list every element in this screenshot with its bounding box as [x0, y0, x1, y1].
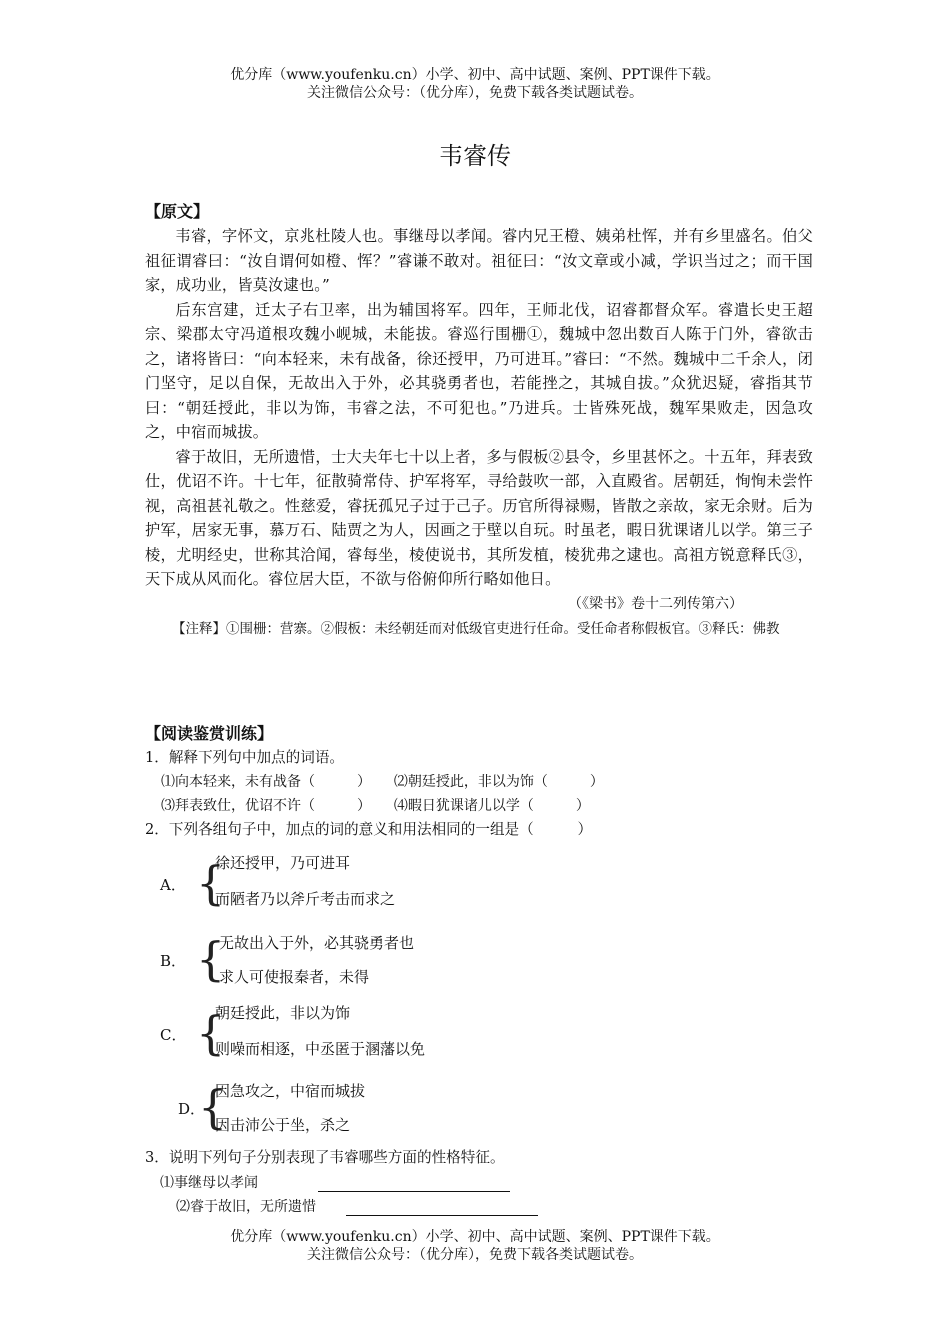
- q1-item-1: ⑴向本轻来，未有战备（ ）: [161, 774, 371, 790]
- option-c-brace: {: [196, 1006, 226, 1060]
- option-d-sentence-2: 因击沛公于坐，杀之: [215, 1116, 351, 1134]
- option-a-sentence-1: 徐还授甲，乃可进耳: [215, 854, 351, 872]
- paragraph-3: 睿于故旧，无所遗惜，士大夫年七十以上者，多与假板②县令，乡里甚怀之。十五年，拜表致仕，优诏不许。十七年，征散骑常侍、护军将军，寻给鼓吹一部，入直殿省。居朝廷，恂恂未尝忤视，高祖甚礼敬之。性慈爱，睿抚孤兄子过于己子。历官所得禄赐，皆散之亲故，家无余财。后为护军，居家无事，慕万石、陆贾之为人，因画之于壁以自玩。时虽老，暇日犹课诸儿以学。第三子棱，尤明经史，世称其洽闻，睿每坐，棱使说书，其所发植，棱犹弗之逮也。高祖方锐意释氏③，天下成从风而化。睿位居大臣，不欲与俗俯仰所行略如他日。: [145, 447, 813, 588]
- footer-line-1: 优分库（www.youfenku.cn）小学、初中、高中试题、案例、PPT课件下载。: [230, 1229, 720, 1245]
- answer-line-1[interactable]: [318, 1177, 510, 1192]
- annotation-note: 【注释】①围栅：营寨。②假板：未经朝廷而对低级官吏进行任命。受任命者称假板官。③释氏：佛教: [172, 620, 780, 637]
- option-b-sentence-2: 求人可使报秦者，未得: [219, 968, 370, 986]
- question-1-row-2: [145, 794, 813, 818]
- header-line-1: 优分库（www.youfenku.cn）小学、初中、高中试题、案例、PPT课件下载。: [230, 67, 720, 83]
- exercise-heading: 【阅读鉴赏训练】: [145, 724, 274, 743]
- question-1-row-1: [145, 770, 813, 794]
- page-title: 韦睿传: [439, 142, 511, 170]
- paragraph-1: 韦睿，字怀文，京兆杜陵人也。事继母以孝闻。睿内兄王橙、姨弟杜恽，并有乡里盛名。伯父祖征谓睿曰：“汝自谓何如橙、恽？”睿谦不敢对。祖征曰：“汝文章或小减，学识当过之；而干国家，成功业，皆莫汝逮也。”: [145, 227, 813, 294]
- source-citation: （《梁书》卷十二列传第六）: [568, 595, 743, 612]
- paragraph-2: 后东宫建，迁太子右卫率，出为辅国将军。四年，王师北伐，诏睿都督众军。睿遣长史王超宗、梁郡太守冯道根攻魏小岘城，未能拔。睿巡行围栅①，魏城中忽出数百人陈于门外，睿欲击之，诸将皆曰：“向本轻来，未有战备，徐还授甲，乃可进耳。”睿曰：“不然。魏城中二千余人，闭门坚守，足以自保，无故出入于外，必其骁勇者也，若能挫之，其城自拔。”众犹迟疑，睿指其节曰：“朝廷授此，非以为饰，韦睿之法，不可犯也。”乃进兵。士皆殊死战，魏军果败走，因急攻之，中宿而城拔。: [145, 300, 813, 441]
- q3-item-1-text: ⑴事继母以孝闻: [160, 1175, 258, 1191]
- question-3-item-1: [160, 1172, 510, 1192]
- option-d-brace: {: [198, 1080, 228, 1134]
- option-a-sentence-2: 而陋者乃以斧斤考击而求之: [215, 890, 396, 908]
- option-b-sentence-1: 无故出入于外，必其骁勇者也: [219, 934, 415, 952]
- option-c-label: C．: [160, 1026, 187, 1044]
- q3-item-2-text: ⑵睿于故旧，无所遗惜: [176, 1199, 316, 1215]
- q1-item-2: ⑵朝廷授此，非以为饰（ ）: [393, 774, 604, 790]
- option-d-label: D．: [178, 1100, 206, 1118]
- footer-line-2: 关注微信公众号：（优分库），免费下载各类试题试卷。: [307, 1247, 643, 1263]
- page-header: [0, 66, 950, 102]
- q1-item-4: ⑷暇日犹课诸儿以学（ ）: [393, 798, 590, 814]
- option-c-sentence-2: 则噪而相逐，中丞匿于溷藩以免: [215, 1040, 426, 1058]
- q1-item-3: ⑶拜表致仕，优诏不许（ ）: [161, 798, 371, 814]
- option-a-brace: {: [196, 856, 226, 910]
- question-2-stem: 2．下列各组句子中，加点的词的意义和用法相同的一组是（ ）: [145, 821, 593, 838]
- original-text-section: [145, 200, 813, 642]
- question-3-item-2: [176, 1196, 538, 1216]
- question-3-stem: 3．说明下列句子分别表现了韦睿哪些方面的性格特征。: [145, 1149, 505, 1166]
- option-c-sentence-1: 朝廷授此，非以为饰: [215, 1004, 351, 1022]
- answer-line-2[interactable]: [346, 1201, 538, 1216]
- exercise-section: [145, 722, 813, 842]
- page-footer: [0, 1228, 950, 1264]
- option-a-label: A．: [160, 876, 186, 894]
- option-b-brace: {: [196, 932, 226, 986]
- option-b-label: B．: [160, 952, 187, 970]
- option-d-sentence-1: 因急攻之，中宿而城拔: [215, 1082, 366, 1100]
- original-heading: 【原文】: [145, 202, 210, 221]
- question-1-stem: 1．解释下列句中加点的词语。: [145, 749, 345, 766]
- header-line-2: 关注微信公众号：（优分库），免费下载各类试题试卷。: [307, 85, 643, 101]
